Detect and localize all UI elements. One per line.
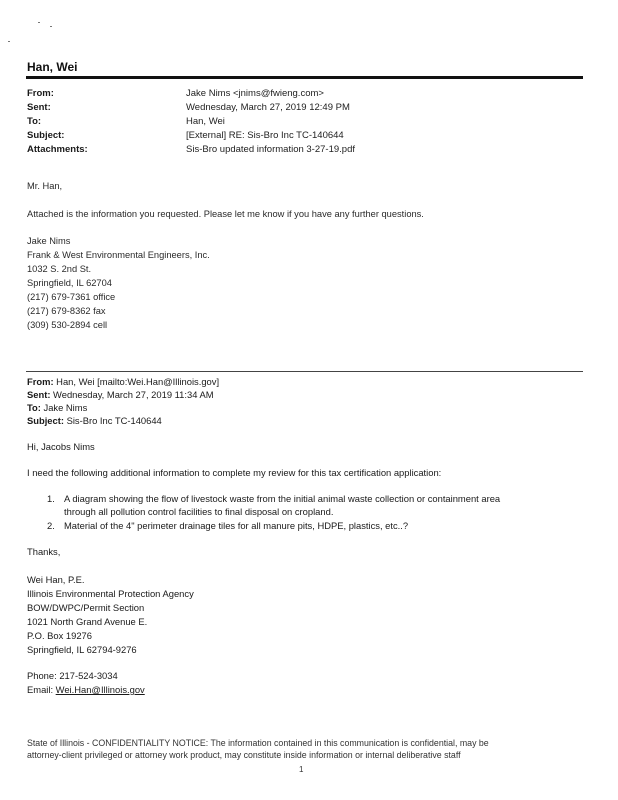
from-label: From:: [27, 88, 54, 99]
fwd-email-row: [27, 684, 145, 695]
fwd-signature-line: 1021 North Grand Avenue E.: [27, 616, 148, 627]
header-divider: [26, 76, 583, 79]
message-divider: [26, 371, 583, 372]
sent-value: Wednesday, March 27, 2019 12:49 PM: [186, 102, 350, 113]
scan-speck: [50, 26, 52, 27]
attachments-label: Attachments:: [27, 144, 88, 155]
reply-signature-line: (309) 530-2894 cell: [27, 320, 108, 330]
reply-message: Attached is the information you requested. Please let me know if you have any further questions.: [27, 209, 424, 219]
reply-signature-line: Jake Nims: [27, 236, 71, 246]
to-label: To:: [27, 116, 42, 127]
fwd-to-row: [27, 402, 87, 413]
fwd-signature-line: Illinois Environmental Protection Agency: [27, 588, 194, 599]
fwd-to-value: Jake Nims: [43, 402, 88, 413]
fwd-signature-line: Wei Han, P.E.: [27, 574, 85, 585]
fwd-subject-row: [27, 415, 162, 426]
reply-signature-line: 1032 S. 2nd St.: [27, 264, 92, 274]
fwd-signature-line: Springfield, IL 62794-9276: [27, 644, 137, 655]
fwd-from-row: [27, 376, 219, 387]
email-link[interactable]: Wei.Han@Illinois.gov: [55, 684, 145, 695]
fwd-signature-line: P.O. Box 19276: [27, 630, 92, 641]
reply-greeting: Mr. Han,: [27, 181, 63, 191]
reply-signature-line: (217) 679-7361 office: [27, 292, 116, 302]
reply-signature-line: Frank & West Environmental Engineers, Inc.: [27, 250, 210, 260]
scan-speck: [8, 41, 10, 42]
fwd-sent-label: Sent:: [27, 389, 51, 400]
subject-value: [External] RE: Sis-Bro Inc TC-140644: [186, 130, 344, 141]
reply-signature-line: Springfield, IL 62704: [27, 278, 112, 288]
fwd-from-value: Han, Wei [mailto:Wei.Han@Illinois.gov]: [56, 376, 220, 387]
confidentiality-notice-line: State of Illinois - CONFIDENTIALITY NOTICE: The information contained in this communication is confidential, may be: [27, 738, 489, 748]
from-value: Jake Nims <jnims@fwieng.com>: [186, 88, 324, 99]
reply-signature-line: (217) 679-8362 fax: [27, 306, 106, 316]
fwd-phone: Phone: 217-524-3034: [27, 670, 118, 681]
fwd-email-label: Email:: [27, 684, 56, 695]
fwd-sent-value: Wednesday, March 27, 2019 11:34 AM: [53, 389, 214, 400]
scan-speck: [38, 22, 40, 23]
fwd-closing: Thanks,: [27, 546, 61, 557]
fwd-intro: I need the following additional information to complete my review for this tax certification application:: [27, 467, 442, 478]
mailbox-owner-name: Han, Wei: [27, 60, 78, 74]
fwd-greeting: Hi, Jacobs Nims: [27, 441, 95, 452]
fwd-sent-row: [27, 389, 214, 400]
page-number: 1: [299, 765, 304, 774]
list-item-number: 1.: [47, 493, 55, 504]
to-value: Han, Wei: [186, 116, 225, 127]
fwd-subject-label: Subject:: [27, 415, 64, 426]
attachment-link[interactable]: Sis-Bro updated information 3-27-19.pdf: [186, 144, 355, 155]
fwd-subject-value: Sis-Bro Inc TC-140644: [66, 415, 162, 426]
fwd-from-label: From:: [27, 376, 54, 387]
list-item-text: through all pollution control facilities to final disposal on cropland.: [64, 506, 334, 517]
list-item-text: Material of the 4" perimeter drainage tiles for all manure pits, HDPE, plastics, etc..?: [64, 520, 409, 531]
confidentiality-notice-line: attorney-client privileged or attorney work product, may constitute inside information or internal deliberative staff: [27, 750, 461, 760]
fwd-to-label: To:: [27, 402, 41, 413]
list-item-text: A diagram showing the flow of livestock waste from the initial animal waste collection or containment area: [64, 493, 501, 504]
sent-label: Sent:: [27, 102, 51, 113]
list-item-number: 2.: [47, 520, 55, 531]
subject-label: Subject:: [27, 130, 65, 141]
fwd-signature-line: BOW/DWPC/Permit Section: [27, 602, 145, 613]
